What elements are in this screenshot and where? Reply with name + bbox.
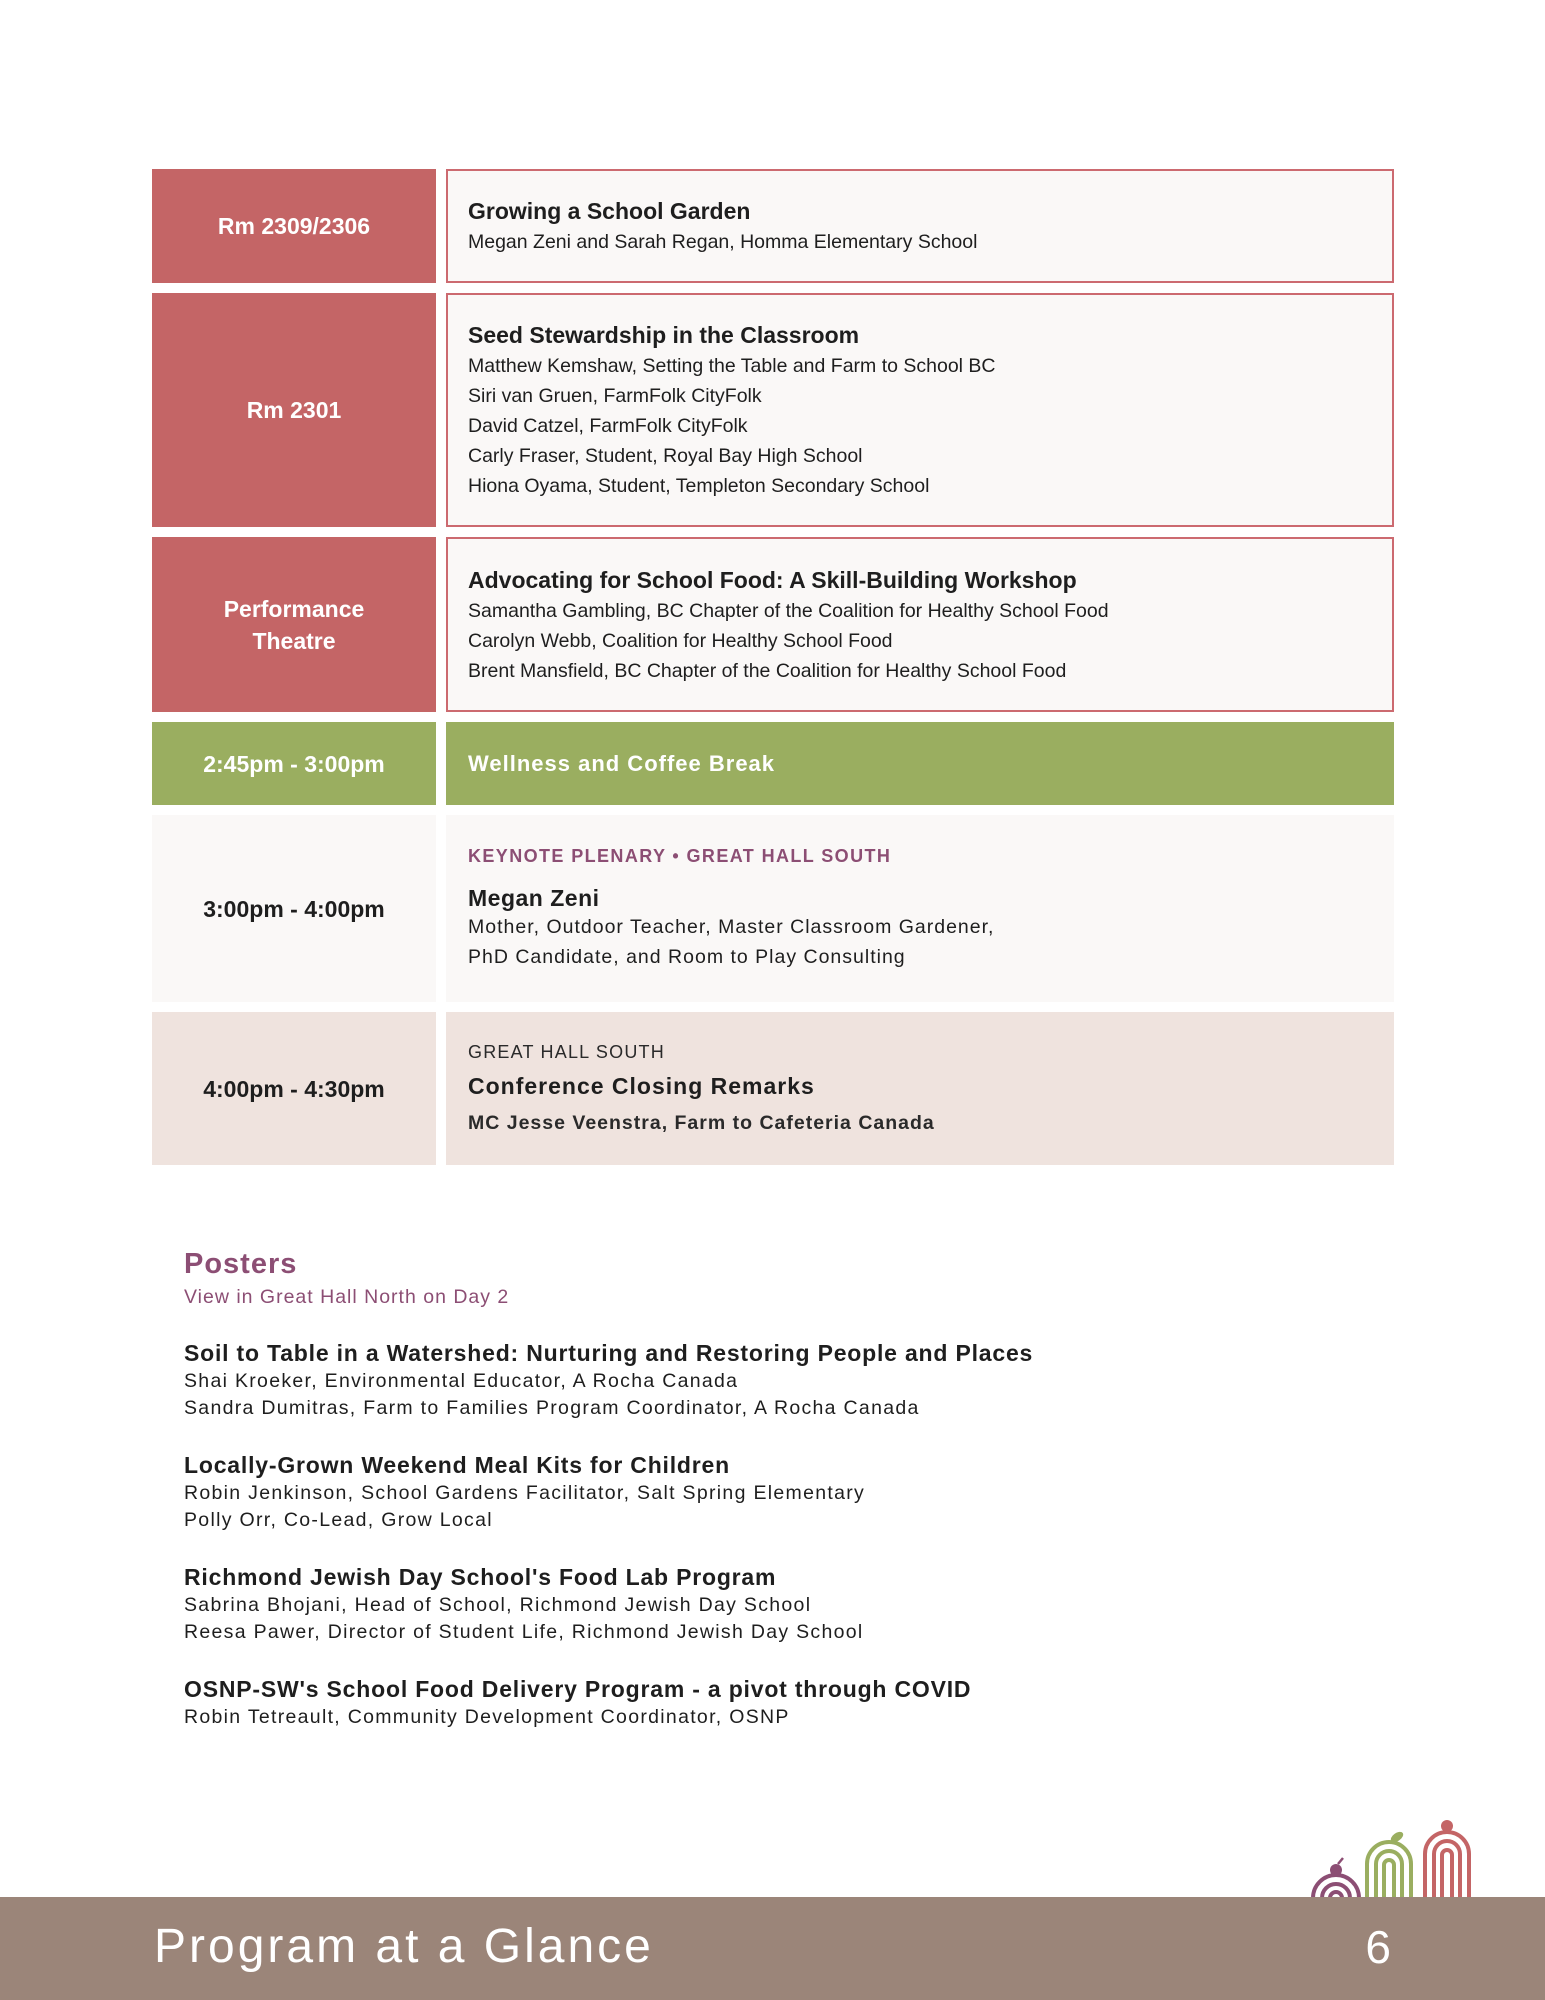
session-title: Advocating for School Food: A Skill-Building Workshop [468,566,1077,593]
closing-eyebrow: GREAT HALL SOUTH [468,1042,665,1062]
poster-presenter: Robin Tetreault, Community Development Coordinator, OSNP [184,1706,790,1728]
closing-line: MC Jesse Veenstra, Farm to Cafeteria Canada [468,1112,935,1134]
poster-item [184,1338,1334,1422]
presenter-line: Siri van Gruen, FarmFolk CityFolk [468,385,762,407]
closing-row [152,1012,1394,1165]
presenter-line: Samantha Gambling, BC Chapter of the Coalition for Healthy School Food [468,599,1109,622]
closing-title: Conference Closing Remarks [468,1073,815,1099]
room-label: Rm 2309/2306 [217,213,371,239]
produce-arches-logo-icon [1305,1818,1477,1898]
presenter-line: Carolyn Webb, Coalition for Healthy School Food [468,629,893,652]
poster-title: Richmond Jewish Day School's Food Lab Program [184,1564,777,1590]
room-cell [152,537,436,712]
footer-title: Program at a Glance [154,1920,654,1973]
session-cell [446,293,1394,527]
session-cell [446,537,1394,712]
keynote-eyebrow: KEYNOTE PLENARY • GREAT HALL SOUTH [468,845,892,866]
keynote-time: 3:00pm - 4:00pm [152,815,436,1002]
schedule-table [152,169,1394,1175]
closing-time: 4:00pm - 4:30pm [152,1012,436,1165]
poster-presenter: Sandra Dumitras, Farm to Families Program Coordinator, A Rocha Canada [184,1397,920,1419]
poster-presenter: Robin Jenkinson, School Gardens Facilitator, Salt Spring Elementary [184,1482,866,1504]
keynote-row [152,815,1394,1002]
room-label: Rm 2301 [246,397,342,423]
poster-presenter: Reesa Pawer, Director of Student Life, Richmond Jewish Day School [184,1621,864,1643]
session-title: Growing a School Garden [468,198,751,224]
presenter-line: Brent Mansfield, BC Chapter of the Coalition for Healthy School Food [468,659,1067,682]
keynote-speaker: Megan Zeni [468,884,600,911]
session-row [152,169,1394,283]
session-title: Seed Stewardship in the Classroom [468,322,860,348]
poster-item [184,1674,1334,1731]
session-row [152,293,1394,527]
poster-title: Soil to Table in a Watershed: Nurturing and Restoring People and Places [184,1340,1034,1366]
poster-presenter: Shai Kroeker, Environmental Educator, A Rocha Canada [184,1370,739,1392]
break-label: Wellness and Coffee Break [446,722,1394,805]
break-time: 2:45pm - 3:00pm [152,722,436,805]
page-number: 6 [1365,1921,1391,1973]
poster-title: Locally-Grown Weekend Meal Kits for Children [184,1452,730,1478]
presenter-line: David Catzel, FarmFolk CityFolk [468,415,748,437]
room-label: Theatre [252,627,336,654]
presenter-line: Carly Fraser, Student, Royal Bay High School [468,445,863,467]
poster-presenter: Polly Orr, Co-Lead, Grow Local [184,1509,493,1531]
session-cell [446,169,1394,283]
presenter-line: Hiona Oyama, Student, Templeton Secondary School [468,475,930,497]
poster-item [184,1450,1334,1534]
keynote-line: Mother, Outdoor Teacher, Master Classroom Gardener, [468,915,995,938]
footer-bar [0,1897,1545,2000]
posters-heading: Posters [184,1248,298,1280]
session-row [152,537,1394,712]
room-label: Performance [223,595,365,622]
closing-cell [446,1012,1394,1165]
keynote-line: PhD Candidate, and Room to Play Consulting [468,945,906,968]
room-cell [152,293,436,527]
posters-subtitle: View in Great Hall North on Day 2 [184,1286,510,1308]
poster-title: OSNP-SW's School Food Delivery Program - a pivot through COVID [184,1676,972,1702]
presenter-line: Megan Zeni and Sarah Regan, Homma Elementary School [468,231,978,253]
break-row [152,722,1394,805]
poster-presenter: Sabrina Bhojani, Head of School, Richmond Jewish Day School [184,1594,812,1616]
poster-item [184,1562,1334,1646]
posters-section [184,1244,1334,1759]
keynote-cell [446,815,1394,1002]
presenter-line: Matthew Kemshaw, Setting the Table and Farm to School BC [468,355,996,377]
room-cell [152,169,436,283]
